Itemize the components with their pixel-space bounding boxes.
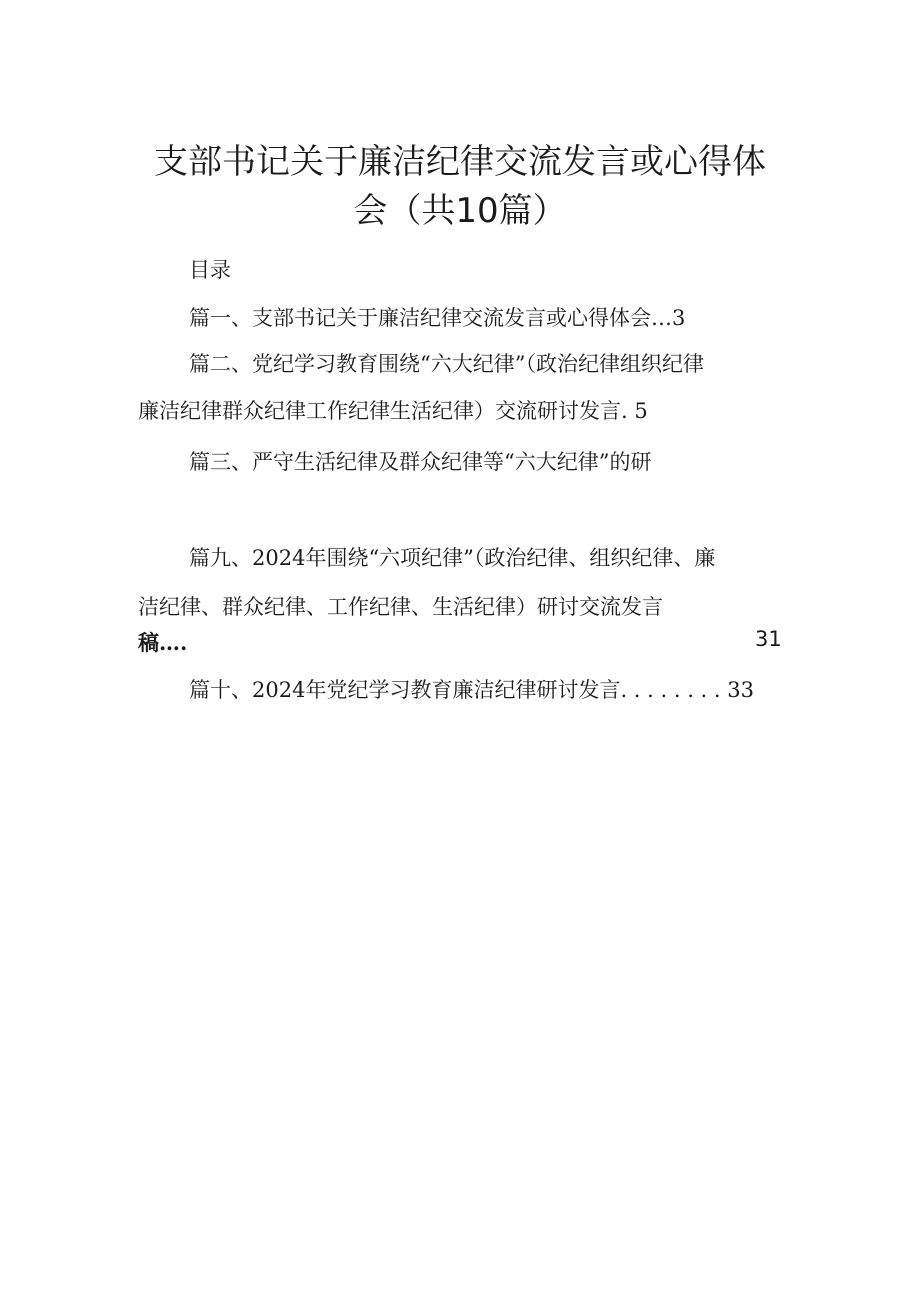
toc-entry-3[interactable]: 篇三、严守生活纪律及群众纪律等“六大纪律”的研 [189, 450, 652, 474]
toc-entry-1[interactable]: 篇一、支部书记关于廉洁纪律交流发言或心得体会…3 [189, 306, 686, 330]
toc-entry-10[interactable]: 篇十、2024年党纪学习教育廉洁纪律研讨发言. . . . . . . . 33 [189, 678, 754, 702]
toc-entry-9-line-1[interactable]: 篇九、2024年围绕“六项纪律”（政治纪律、组织纪律、廉 [189, 546, 716, 570]
document-title-line-1: 支部书记关于廉洁纪律交流发言或心得体 [154, 142, 766, 182]
toc-entry-9-page-number: 31 [755, 627, 782, 651]
toc-entry-9-line-2[interactable]: 洁纪律、群众纪律、工作纪律、生活纪律）研讨交流发言 [138, 595, 663, 619]
toc-entry-2-line-2[interactable]: 廉洁纪律群众纪律工作纪律生活纪律）交流研讨发言. 5 [138, 399, 648, 423]
toc-heading: 目录 [189, 258, 231, 282]
toc-entry-2-line-1[interactable]: 篇二、党纪学习教育围绕“六大纪律”（政治纪律组织纪律 [189, 352, 704, 376]
toc-entry-9-line-3[interactable]: 稿…. [138, 630, 188, 655]
document-title-line-2: 会（共10篇） [353, 191, 567, 231]
